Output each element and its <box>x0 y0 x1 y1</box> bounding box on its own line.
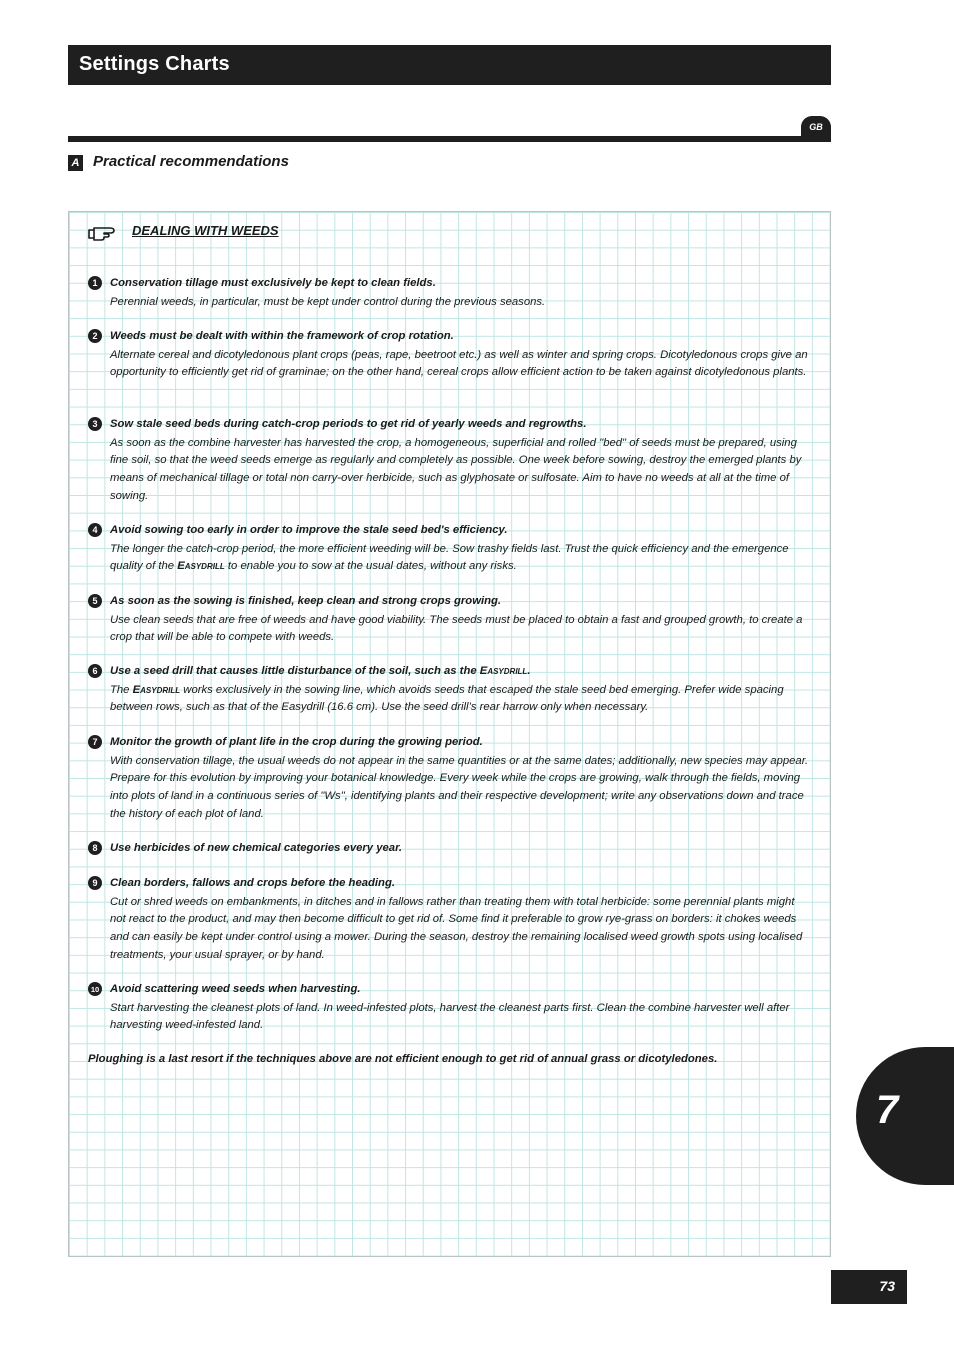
item-title: As soon as the sowing is finished, keep clean and strong crops growing. <box>110 595 502 607</box>
item-body: Perennial weeds, in particular, must be kept under control during the previous seasons. <box>110 295 546 308</box>
item-number: 1 <box>88 276 102 290</box>
item-number: 7 <box>88 735 102 749</box>
item-body: With conservation tillage, the usual weeds do not appear in the same quantities or at the same dates; additionally, new species may appear. Prepare for this evolution by improving your botanical knowledge. Every week while the crops are growing, walk through the fields, moving into plots of land in a continuous series of "Ws", identifying plants and their respective development; write any observations down and trace the history of each plot of land. <box>110 754 809 820</box>
page-title: Settings Charts <box>79 53 230 75</box>
item-number: 3 <box>88 417 102 431</box>
item-title: Use herbicides of new chemical categories every year. <box>110 842 402 854</box>
item-number: 4 <box>88 523 102 537</box>
section-letter: A <box>68 155 83 171</box>
item-title: Clean borders, fallows and crops before the heading. <box>110 877 395 889</box>
brand-name: Easydrill <box>479 665 528 677</box>
item-number: 10 <box>88 982 102 996</box>
header-bar <box>68 45 831 85</box>
header-rule <box>68 136 831 142</box>
item-body-text: works exclusively in the sowing line, which avoids seeds that escaped the stale seed bed emerging. Prefer wide spacing between rows, such as that of the Easydrill (16.6 cm). Use the seed drill’s rear harrow only when necessary. <box>110 683 784 714</box>
item-body <box>110 541 810 576</box>
box-heading: DEALING WITH WEEDS <box>132 223 279 238</box>
item-number: 6 <box>88 664 102 678</box>
item-body <box>110 682 810 717</box>
item-body-text: The <box>110 683 133 696</box>
item-title-text: Use a seed drill that causes little disturbance of the soil, such as the <box>110 665 480 677</box>
item-title: Weeds must be dealt with within the framework of crop rotation. <box>110 330 454 342</box>
item-number: 9 <box>88 876 102 890</box>
chapter-tab <box>856 1047 954 1185</box>
item-number: 8 <box>88 841 102 855</box>
language-badge: GB <box>801 116 831 138</box>
item-body: As soon as the combine harvester has harvested the crop, a homogeneous, superficial and rolled "bed" of seeds must be prepared, using fine soil, so that the weed seeds emerge as regularly and completely as possible. One week before sowing, destroy the emerged plants by means of mechanical tillage or total non carry-over herbicide, such as glyphosate or sulfosate. Aim to have no weeds at all at the time of sowing. <box>110 436 802 502</box>
item-title: Monitor the growth of plant life in the crop during the growing period. <box>110 736 483 748</box>
item-title: Sow stale seed beds during catch-crop periods to get rid of yearly weeds and regrowths. <box>110 418 587 430</box>
item-body: Cut or shred weeds on embankments, in ditches and in fallows rather than treating them with total herbicide: some perennial plants might not react to the product, and may then become difficult to get rid of. Some find it preferable to grow rye-grass on borders: it chokes weeds and can easily be kept under control using a mower. During the season, destroy the remaining localised weed growth spots using localised treatments, your usual sprayer, or by hand. <box>110 895 803 961</box>
item-number: 5 <box>88 594 102 608</box>
page-number-box <box>831 1270 907 1304</box>
item-body-text: The longer the catch-crop period, the more efficient weeding will be. Sow trashy fields last. Trust the quick efficiency and the emergence quality of the <box>110 542 789 573</box>
brand-name: Easydrill <box>177 560 225 573</box>
item-title: Conservation tillage must exclusively be kept to clean fields. <box>110 277 436 289</box>
item-body: Start harvesting the cleanest plots of land. In weed-infested plots, harvest the cleanest parts first. Clean the combine harvester well after harvesting weed-infested land. <box>110 1001 790 1032</box>
item-title <box>110 663 810 681</box>
pointing-hand-icon <box>88 225 116 241</box>
item-number: 2 <box>88 329 102 343</box>
item-title-text: . <box>527 665 531 677</box>
brand-name: Easydrill <box>132 683 181 696</box>
item-body: Alternate cereal and dicotyledonous plant crops (peas, rape, beetroot etc.) as well as winter and spring crops. Dicotyledonous crops give an opportunity to efficiently get rid of graminae; on the other hand, cereal crops allow efficient action to be taken against dicotyledonous plants. <box>110 348 808 379</box>
item-title: Avoid sowing too early in order to improve the stale seed bed's efficiency. <box>110 524 508 536</box>
section-title: Practical recommendations <box>93 153 289 170</box>
closing-note: Ploughing is a last resort if the techniques above are not efficient enough to get rid of annual grass or dicotyledones. <box>88 1053 718 1065</box>
chapter-number: 7 <box>876 1088 899 1132</box>
page-number: 73 <box>879 1278 895 1294</box>
item-title: Avoid scattering weed seeds when harvesting. <box>110 983 361 995</box>
item-body-text: to enable you to sow at the usual dates, without any risks. <box>224 560 517 573</box>
item-body: Use clean seeds that are free of weeds and have good viability. The seeds must be placed to obtain a fast and grouped growth, to create a crop that will be able to compete with weeds. <box>110 613 803 644</box>
